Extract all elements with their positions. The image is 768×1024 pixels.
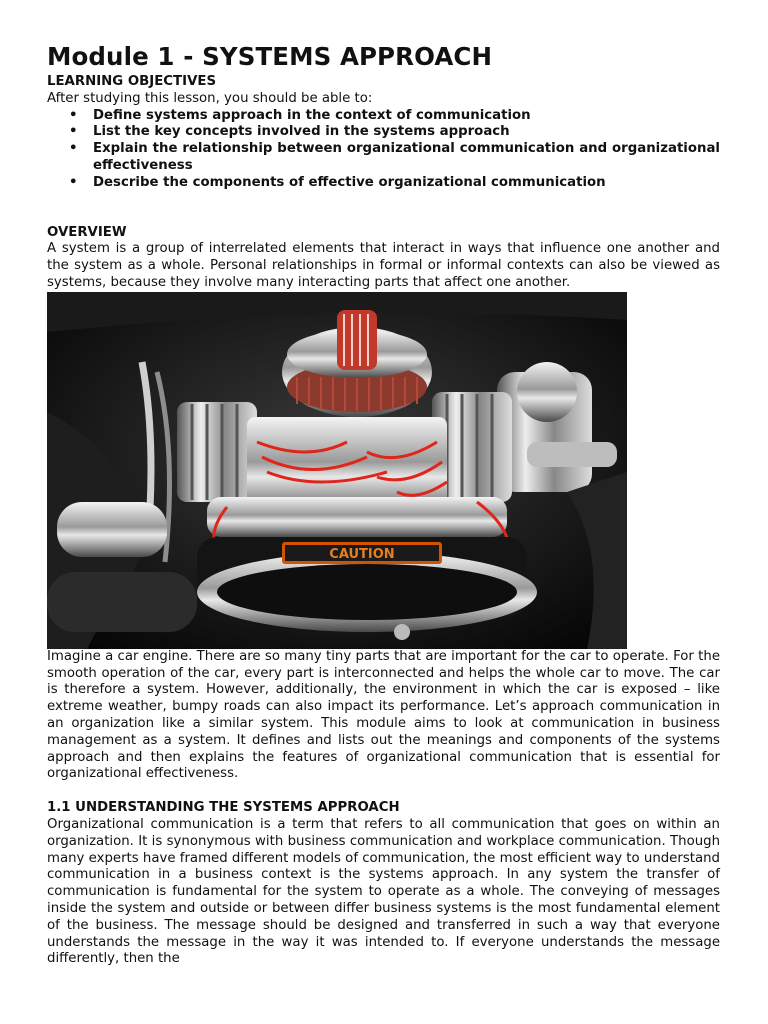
objective-item: • Define systems approach in the context of communication — [93, 108, 720, 125]
page-title: Module 1 - SYSTEMS APPROACH — [47, 42, 493, 71]
caution-badge-text: CAUTION — [329, 546, 395, 562]
section-1-1-paragraph: Organizational communication is a term that refers to all communication that goes on within an organization. It is synonymous with business communication and workplace communication. Though many experts have framed different models of communication, the most efficient way to understand communication in a business context is the systems approach. In any system the transfer of communication is fundamental for the system to operate as a whole. The conveying of messages inside the system and outside or between differ business systems is the most fundamental element of the business. The message should be designed and transferred in such a way that everyone understands the message in the way it was intended to. If everyone understands the message differently, then the — [47, 816, 720, 967]
overview-paragraph-2: Imagine a car engine. There are so many tiny parts that are important for the car to operate. For the smooth operation of the car, every part is interconnected and helps the whole car to move. The car is therefore a system. However, additionally, the environment in which the car is exposed – like extreme weather, bumpy roads can also impact its performance. Let’s approach communication in an organization like a similar system. This module aims to look at communication in business management as a system. It defines and lists out the meanings and components of the systems approach and then explains the features of organizational communication that is essential for organizational effectiveness. — [47, 648, 720, 782]
section-1-1-heading: 1.1 UNDERSTANDING THE SYSTEMS APPROACH — [47, 800, 400, 816]
spacer — [47, 783, 720, 800]
overview-paragraph-1: A system is a group of interrelated elements that interact in ways that influence one another and the system as a whole. Personal relationships in formal or informal contexts can also be viewed as systems, because they involve many interacting parts that affect one another. — [47, 241, 720, 290]
car-engine-photo — [47, 292, 627, 649]
objectives-heading: LEARNING OBJECTIVES — [47, 74, 217, 89]
spacer — [47, 192, 720, 225]
document-page — [47, 40, 720, 968]
objective-item: • List the key concepts involved in the systems approach — [93, 124, 720, 141]
objective-item: • Explain the relationship between organizational communication and organizational effectiveness — [93, 141, 720, 175]
objectives-list — [47, 108, 720, 192]
car-engine-illustration — [47, 292, 627, 649]
overview-heading: OVERVIEW — [47, 224, 127, 240]
objectives-intro: After studying this lesson, you should be able to: — [47, 90, 373, 106]
objective-item: • Describe the components of effective organizational communication — [93, 175, 720, 192]
